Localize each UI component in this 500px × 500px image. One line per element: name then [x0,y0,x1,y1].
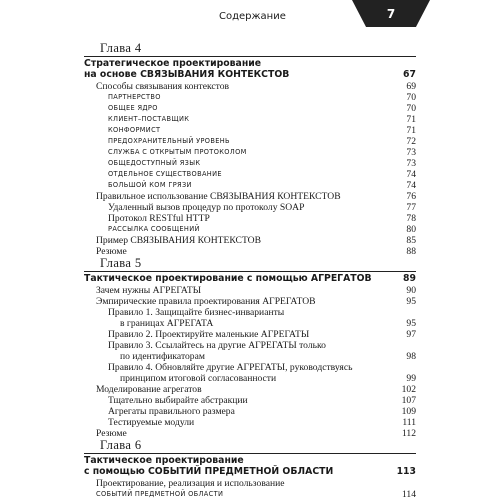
toc-entry[interactable] [108,136,416,147]
toc-entry-title: с помощью СОБЫТИЙ ПРЕДМЕТНОЙ ОБЛАСТИ [84,466,334,477]
toc-entry-title: СОБЫТИЙ ПРЕДМЕТНОЙ ОБЛАСТИ [96,490,224,498]
toc-entry-title: БОЛЬШОЙ КОМ ГРЯЗИ [108,181,192,189]
chapter-heading-6: Глава 6 [100,438,142,452]
toc-entry-page: 74 [406,180,416,191]
toc-entry-title: Правило 1. Защищайте бизнес-инварианты [108,307,285,318]
toc-entry-page: 71 [406,125,416,136]
chapter-heading-4: Глава 4 [100,41,142,55]
toc-entry-title: по идентификаторам [120,351,205,362]
toc-entry[interactable] [108,213,416,224]
toc-entry[interactable] [108,103,416,114]
toc-entry[interactable] [108,307,416,318]
toc-entry-title: РАССЫЛКА СООБЩЕНИЙ [108,225,200,233]
toc-entry-title: Стратегическое проектирование [84,58,262,69]
toc-entry-title: Тщательно выбирайте абстракции [108,395,248,406]
toc-entry-page: 80 [406,224,416,235]
toc-entry-title: ОБЩЕДОСТУПНЫЙ ЯЗЫК [108,159,201,167]
toc-entry-page: 102 [401,384,416,395]
toc-entry[interactable] [96,296,416,307]
toc-entry-page: 67 [403,69,416,80]
toc-entry-page: 114 [401,489,416,500]
toc-entry-page: 99 [406,373,416,384]
toc-entry-title: Правило 2. Проектируйте маленькие АГРЕГАТЫ [108,329,310,340]
toc-entry-page: 74 [406,169,416,180]
toc-entry[interactable] [120,351,416,362]
toc-entry[interactable] [84,455,416,466]
toc-entry[interactable] [108,180,416,191]
toc-entry-title: Резюме [96,246,127,257]
toc-entry-page: 77 [406,202,416,213]
toc-entry[interactable] [120,373,416,384]
toc-entry[interactable] [108,340,416,351]
page-header-title: Содержание [219,11,286,22]
toc-entry-page: 109 [401,406,416,417]
toc-entry-title: Эмпирические правила проектирования АГРЕГАТОВ [96,296,316,307]
toc-entry-title: ОТДЕЛЬНОЕ СУЩЕСТВОВАНИЕ [108,170,222,178]
toc-entry[interactable] [120,318,416,329]
toc-entry[interactable] [108,125,416,136]
toc-entry-page: 107 [401,395,416,406]
toc-entry-title: Пример СВЯЗЫВАНИЯ КОНТЕКСТОВ [96,235,262,246]
toc-entry[interactable] [108,169,416,180]
toc-entry-title: Правильное использование СВЯЗЫВАНИЯ КОНТЕКСТОВ [96,191,341,202]
toc-entry[interactable] [108,92,416,103]
toc-entry-title: СЛУЖБА С ОТКРЫТЫМ ПРОТОКОЛОМ [108,148,247,156]
toc-entry-page: 71 [406,114,416,125]
toc-entry[interactable] [96,246,416,257]
toc-entry-page: 73 [406,147,416,158]
toc-entry-page: 111 [402,417,416,428]
toc-entry-title: ПАРТНЕРСТВО [108,93,161,101]
toc-entry[interactable] [96,81,416,92]
toc-entry[interactable] [108,147,416,158]
toc-entry[interactable] [96,191,416,202]
chapter-rule-4 [84,56,416,57]
toc-entry-title: на основе СВЯЗЫВАНИЯ КОНТЕКСТОВ [84,69,290,80]
toc-entry-title: Протокол RESTful HTTP [108,213,210,224]
toc-entry-page: 78 [406,213,416,224]
toc-entry-title: Правило 3. Ссылайтесь на другие АГРЕГАТЫ только [108,340,326,351]
toc-entry-title: Правило 4. Обновляйте другие АГРЕГАТЫ, руководствуясь [108,362,353,373]
toc-entry-title: Агрегаты правильного размера [108,406,235,417]
toc-entry-title: ПРЕДОХРАНИТЕЛЬНЫЙ УРОВЕНЬ [108,137,230,145]
toc-entry-title: Проектирование, реализация и использование [96,478,285,489]
toc-entry-title: принципом итоговой согласованности [120,373,277,384]
toc-entry[interactable] [108,417,416,428]
toc-entry-title: КОНФОРМИСТ [108,126,161,134]
toc-entry[interactable] [108,224,416,235]
toc-entry[interactable] [84,273,416,284]
toc-entry[interactable] [108,329,416,340]
toc-entry-page: 113 [396,466,416,477]
toc-entry-page: 70 [406,103,416,114]
toc-entry[interactable] [96,285,416,296]
toc-entry[interactable] [96,489,416,500]
toc-entry-page: 95 [406,318,416,329]
toc-entry-page: 90 [406,285,416,296]
toc-entry-title: Тестируемые модули [108,417,195,428]
toc-entry[interactable] [108,202,416,213]
toc-entry-page: 112 [401,428,416,439]
toc-entry[interactable] [96,428,416,439]
toc-entry-page: 98 [406,351,416,362]
chapter-rule-5 [84,271,416,272]
toc-entry-page: 69 [406,81,416,92]
toc-entry-title: Зачем нужны АГРЕГАТЫ [96,285,202,296]
toc-entry-title: Удаленный вызов процедур по протоколу SOAP [108,202,305,213]
toc-entry[interactable] [96,235,416,246]
toc-entry-page: 72 [406,136,416,147]
toc-entry[interactable] [108,158,416,169]
toc-entry-page: 70 [406,92,416,103]
toc-entry[interactable] [108,406,416,417]
toc-entry-title: Способы связывания контекстов [96,81,230,92]
toc-entry-page: 88 [406,246,416,257]
toc-entry-page: 97 [406,329,416,340]
toc-entry-page: 76 [406,191,416,202]
toc-entry-title: Моделирование агрегатов [96,384,202,395]
chapter-heading-5: Глава 5 [100,256,142,270]
toc-entry-title: КЛИЕНТ–ПОСТАВЩИК [108,115,190,123]
toc-entry[interactable] [108,114,416,125]
toc-entry[interactable] [84,466,416,477]
toc-entry-title: Тактическое проектирование [84,455,244,466]
toc-entry[interactable] [96,384,416,395]
toc-entry-page: 95 [406,296,416,307]
toc-entry[interactable] [108,395,416,406]
toc-entry-title: ОБЩЕЕ ЯДРО [108,104,158,112]
toc-entry-title: в границах АГРЕГАТА [120,318,214,329]
toc-entry-page: 73 [406,158,416,169]
toc-entry[interactable] [96,478,416,489]
toc-entry-page: 85 [406,235,416,246]
toc-entry[interactable] [108,362,416,373]
toc-entry-title: Резюме [96,428,127,439]
toc-entry-title: Тактическое проектирование с помощью АГРЕГАТОВ [84,273,372,284]
toc-entry[interactable] [84,58,416,69]
toc-entry-page: 89 [403,273,416,284]
page-number: 7 [386,7,396,21]
chapter-rule-6 [84,453,416,454]
toc-entry[interactable] [84,69,416,80]
